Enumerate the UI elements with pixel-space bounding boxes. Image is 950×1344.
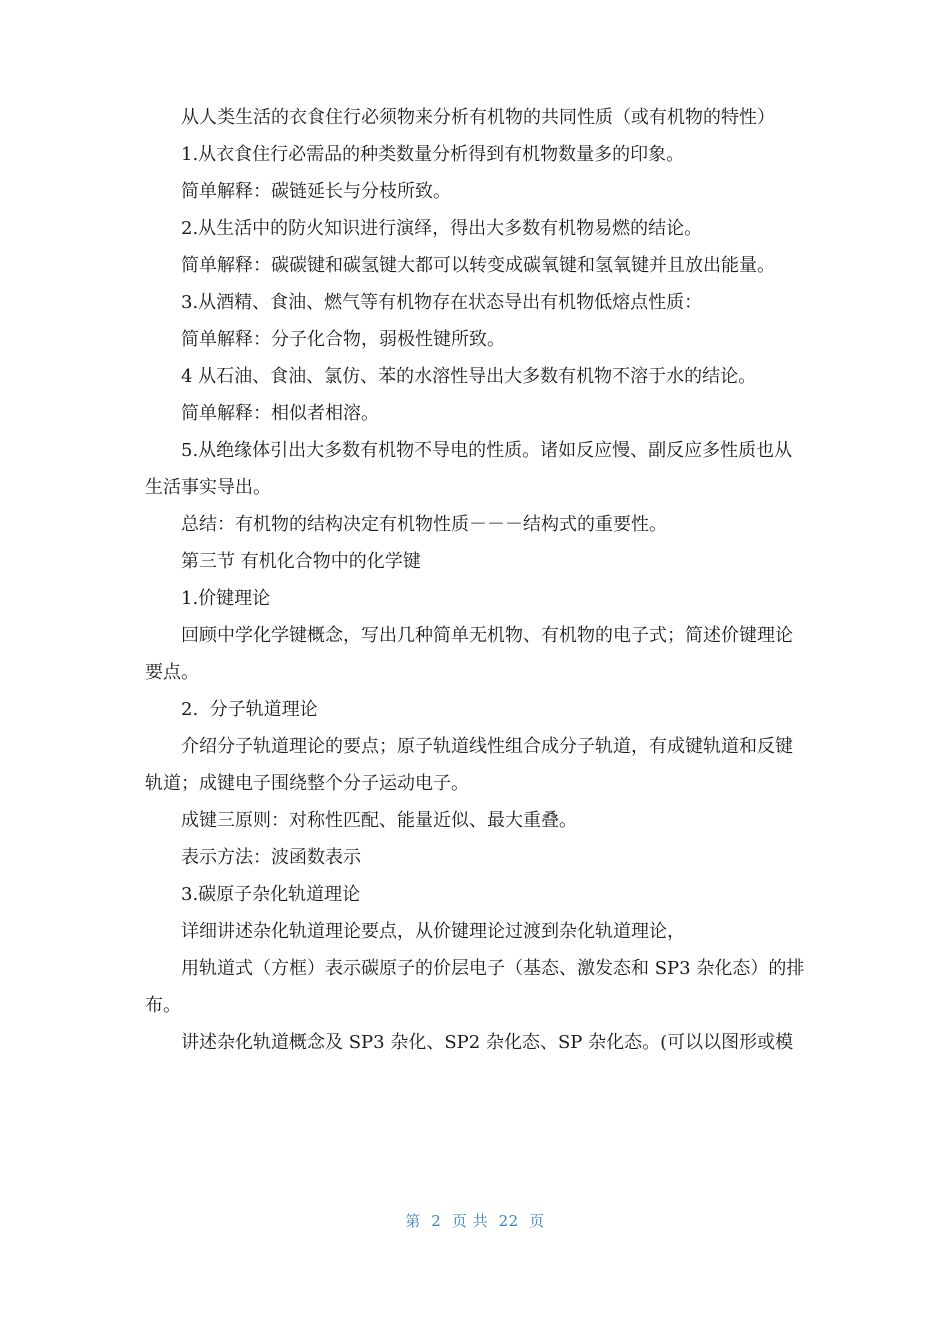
paragraph: 用轨道式（方框）表示碳原子的价层电子（基态、激发态和 SP3 杂化态）的排布。 bbox=[145, 958, 805, 1016]
page-number-footer: 第 2 页 共 22 页 bbox=[405, 1212, 545, 1230]
paragraph: 成键三原则：对称性匹配、能量近似、最大重叠。 bbox=[181, 810, 577, 831]
paragraph: 5.从绝缘体引出大多数有机物不导电的性质。诸如反应慢、副反应多性质也从生活事实导出。 bbox=[145, 440, 793, 498]
subsection-heading: 2. 分子轨道理论 bbox=[181, 699, 318, 720]
paragraph: 简单解释：碳链延长与分枝所致。 bbox=[181, 181, 451, 202]
paragraph: 简单解释：相似者相溶。 bbox=[181, 403, 379, 424]
paragraph: 4 从石油、食油、氯仿、苯的水溶性导出大多数有机物不溶于水的结论。 bbox=[181, 366, 757, 387]
paragraph: 总结：有机物的结构决定有机物性质－－－结构式的重要性。 bbox=[181, 514, 667, 535]
section-heading: 第三节 有机化合物中的化学键 bbox=[181, 551, 421, 572]
paragraph: 2.从生活中的防火知识进行演绎，得出大多数有机物易燃的结论。 bbox=[181, 218, 703, 239]
paragraph: 从人类生活的衣食住行必须物来分析有机物的共同性质（或有机物的特性） bbox=[181, 107, 775, 128]
paragraph: 介绍分子轨道理论的要点；原子轨道线性组合成分子轨道，有成键轨道和反键轨道；成键电子围绕整个分子运动电子。 bbox=[145, 736, 793, 794]
paragraph: 简单解释：分子化合物，弱极性键所致。 bbox=[181, 329, 505, 350]
document-body bbox=[145, 99, 809, 1061]
subsection-heading: 1.价键理论 bbox=[181, 588, 271, 609]
paragraph: 简单解释：碳碳键和碳氢键大都可以转变成碳氧键和氢氧键并且放出能量。 bbox=[181, 255, 775, 276]
paragraph: 回顾中学化学键概念，写出几种简单无机物、有机物的电子式；简述价键理论要点。 bbox=[145, 625, 793, 683]
paragraph: 3.从酒精、食油、燃气等有机物存在状态导出有机物低熔点性质： bbox=[181, 292, 703, 313]
paragraph: 讲述杂化轨道概念及 SP3 杂化、SP2 杂化态、SP 杂化态。(可以以图形或模 bbox=[181, 1032, 794, 1053]
paragraph: 详细讲述杂化轨道理论要点，从价键理论过渡到杂化轨道理论， bbox=[181, 921, 685, 942]
paragraph: 1.从衣食住行必需品的种类数量分析得到有机物数量多的印象。 bbox=[181, 144, 685, 165]
paragraph: 表示方法：波函数表示 bbox=[181, 847, 361, 868]
subsection-heading: 3.碳原子杂化轨道理论 bbox=[181, 884, 361, 905]
